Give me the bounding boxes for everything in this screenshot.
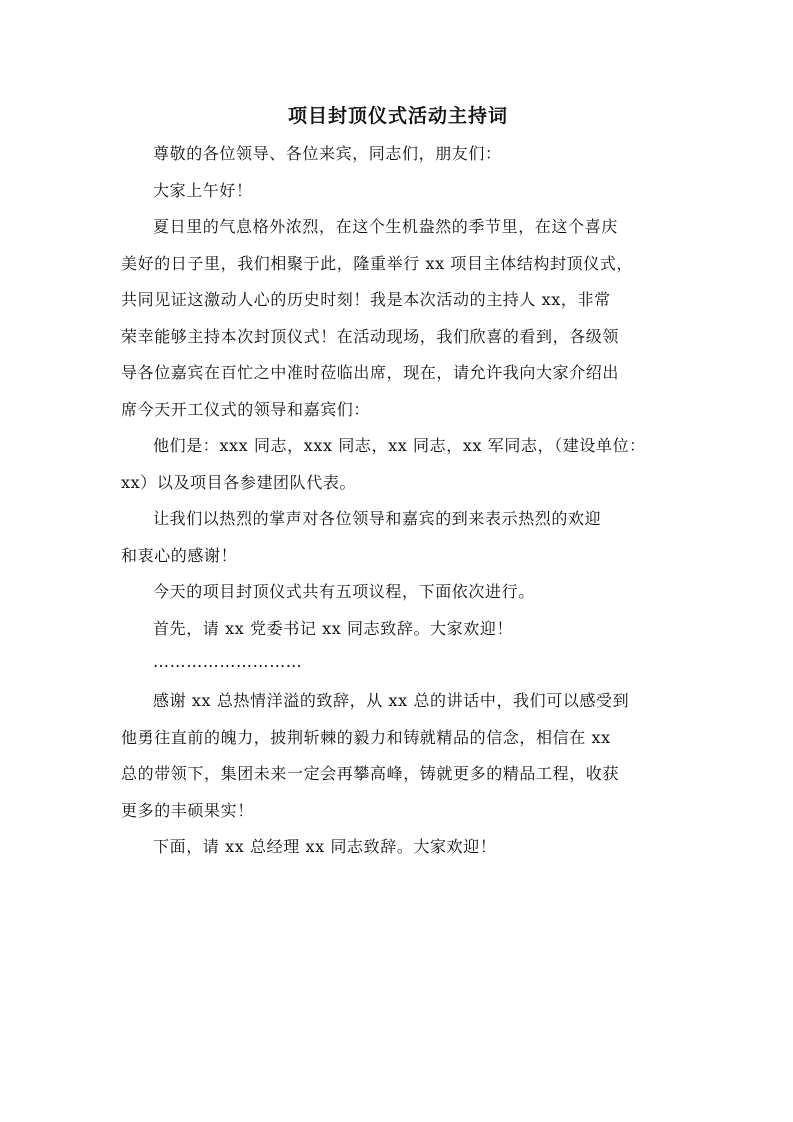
paragraph-line: 今天的项目封顶仪式共有五项议程，下面依次进行。 bbox=[153, 582, 535, 601]
paragraph-line: 共同见证这激动人心的历史时刻！我是本次活动的主持人 xx，非常 bbox=[121, 290, 611, 309]
paragraph-line: 感谢 xx 总热情洋溢的致辞，从 xx 总的讲话中，我们可以感受到 bbox=[153, 691, 630, 710]
paragraph-line: 更多的丰硕果实！ bbox=[121, 800, 254, 820]
document-title: 项目封顶仪式活动主持词 bbox=[287, 105, 508, 127]
document-body bbox=[121, 136, 675, 866]
paragraph bbox=[121, 501, 675, 574]
paragraph bbox=[121, 829, 675, 866]
paragraph bbox=[121, 647, 675, 677]
paragraph-line: 导各位嘉宾在百忙之中准时莅临出席，现在，请允许我向大家介绍出 bbox=[121, 363, 620, 382]
paragraph bbox=[121, 173, 675, 210]
paragraph bbox=[121, 683, 675, 829]
paragraph-line: 荣幸能够主持本次封顶仪式！在活动现场，我们欣喜的看到，各级领 bbox=[121, 326, 620, 346]
paragraph bbox=[121, 209, 675, 428]
paragraph-line: 他勇往直前的魄力，披荆斩棘的毅力和铸就精品的信念，相信在 xx bbox=[121, 727, 611, 747]
paragraph-line: xx）以及项目各参建团队代表。 bbox=[121, 472, 357, 492]
paragraph-line: 总的带领下，集团未来一定会再攀高峰，铸就更多的精品工程，收获 bbox=[121, 764, 620, 783]
paragraph-line: 他们是：xxx 同志，xxx 同志，xx 同志，xx 军同志，（建设单位： bbox=[153, 436, 646, 455]
paragraph-line: 和衷心的感谢！ bbox=[121, 545, 238, 565]
paragraph bbox=[121, 611, 675, 648]
paragraph bbox=[121, 574, 675, 611]
paragraph-line: 席今天开工仪式的领导和嘉宾们： bbox=[121, 399, 371, 419]
document-page bbox=[121, 96, 675, 866]
paragraph-line: 让我们以热烈的掌声对各位领导和嘉宾的到来表示热烈的欢迎 bbox=[153, 509, 602, 528]
paragraph bbox=[121, 428, 675, 501]
paragraph-line: 美好的日子里，我们相聚于此，隆重举行 xx 项目主体结构封顶仪式， bbox=[121, 253, 634, 273]
paragraph-line: 夏日里的气息格外浓烈，在这个生机盎然的季节里，在这个喜庆 bbox=[153, 217, 618, 236]
paragraph-line: 大家上午好！ bbox=[153, 180, 253, 200]
paragraph-line: 尊敬的各位领导、各位来宾，同志们，朋友们： bbox=[153, 144, 502, 163]
paragraph-line: ……………………… bbox=[153, 652, 303, 671]
paragraph-line: 下面，请 xx 总经理 xx 同志致辞。大家欢迎！ bbox=[153, 837, 497, 856]
paragraph-line: 首先，请 xx 党委书记 xx 同志致辞。大家欢迎！ bbox=[153, 618, 514, 638]
paragraph bbox=[121, 136, 675, 173]
